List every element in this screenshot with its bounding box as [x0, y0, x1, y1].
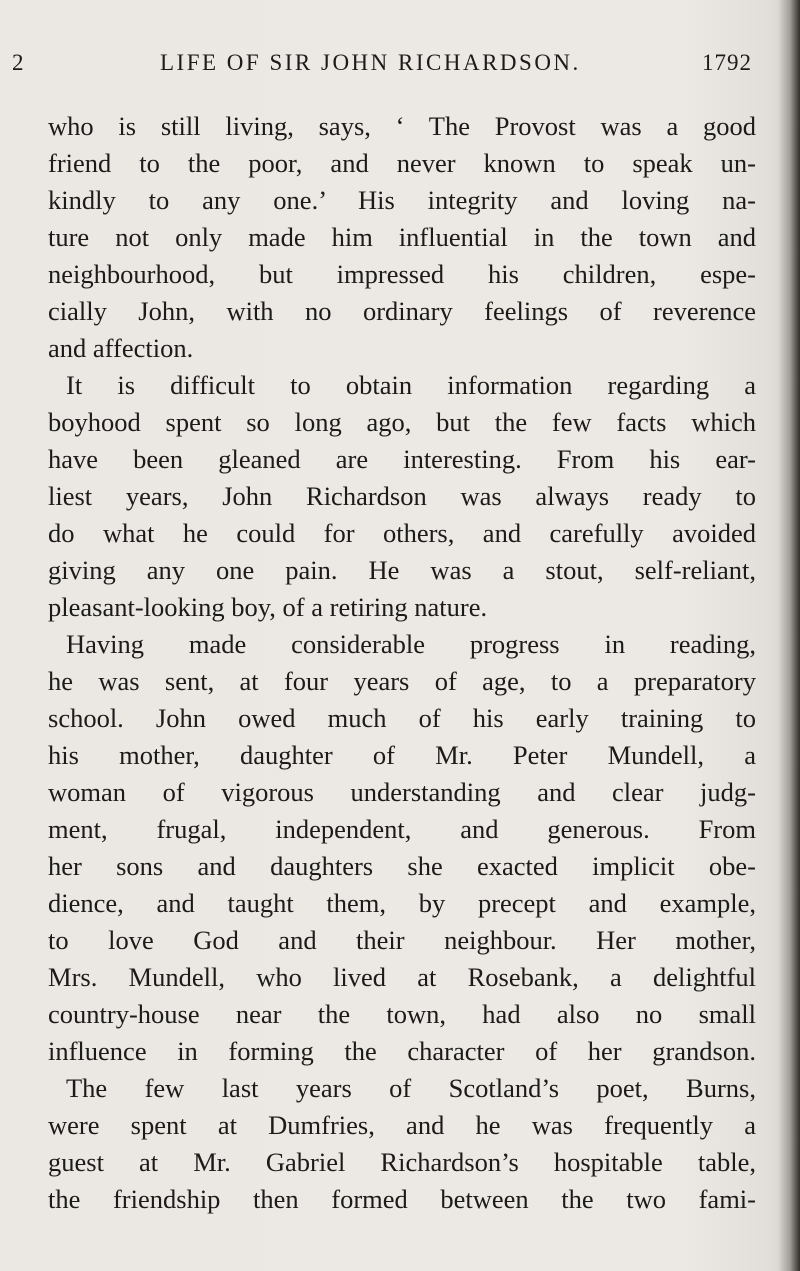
text-line: cially John, with no ordinary feelings of reverence [48, 296, 756, 326]
text-line: have been gleaned are interesting. From his ear- [48, 444, 756, 474]
text-line: dience, and taught them, by precept and example, [48, 888, 756, 918]
text-line: It is difficult to obtain information regarding a [66, 370, 756, 400]
text-line: Mrs. Mundell, who lived at Rosebank, a delightful [48, 962, 756, 992]
header-year: 1792 [702, 50, 752, 75]
text-line: guest at Mr. Gabriel Richardson’s hospitable table, [48, 1147, 756, 1177]
text-line: the friendship then formed between the two fami- [48, 1184, 756, 1214]
text-line: friend to the poor, and never known to speak un- [48, 148, 756, 178]
text-line: kindly to any one.’ His integrity and loving na- [48, 185, 756, 215]
page-number: 2 [12, 50, 25, 75]
body-text [48, 108, 756, 1218]
text-line: who is still living, says, ‘ The Provost was a good [48, 111, 756, 141]
text-line: he was sent, at four years of age, to a preparatory [48, 666, 756, 696]
text-line: influence in forming the character of her grandson. [48, 1036, 756, 1066]
text-line: ture not only made him influential in the town and [48, 222, 756, 252]
text-line: school. John owed much of his early training to [48, 703, 756, 733]
text-line: do what he could for others, and carefully avoided [48, 518, 756, 548]
text-line: woman of vigorous understanding and clear judg- [48, 777, 756, 807]
text-line: giving any one pain. He was a stout, self-reliant, [48, 555, 756, 585]
page-edge-shadow [778, 0, 800, 1271]
text-line: ment, frugal, independent, and generous. From [48, 814, 756, 844]
text-line: boyhood spent so long ago, but the few facts which [48, 407, 756, 437]
text-line: neighbourhood, but impressed his children, espe- [48, 259, 756, 289]
running-title: LIFE OF SIR JOHN RICHARDSON. [160, 50, 581, 75]
text-line: her sons and daughters she exacted implicit obe- [48, 851, 756, 881]
text-line: and affection. [48, 333, 194, 363]
text-line: were spent at Dumfries, and he was frequently a [48, 1110, 756, 1140]
text-line: to love God and their neighbour. Her mother, [48, 925, 756, 955]
text-line: Having made considerable progress in reading, [66, 629, 756, 659]
text-line: his mother, daughter of Mr. Peter Mundell, a [48, 740, 756, 770]
text-line: liest years, John Richardson was always ready to [48, 481, 756, 511]
page-header [0, 50, 760, 80]
text-line: The few last years of Scotland’s poet, Burns, [66, 1073, 756, 1103]
text-line: country-house near the town, had also no small [48, 999, 756, 1029]
text-line: pleasant-looking boy, of a retiring nature. [48, 592, 488, 622]
